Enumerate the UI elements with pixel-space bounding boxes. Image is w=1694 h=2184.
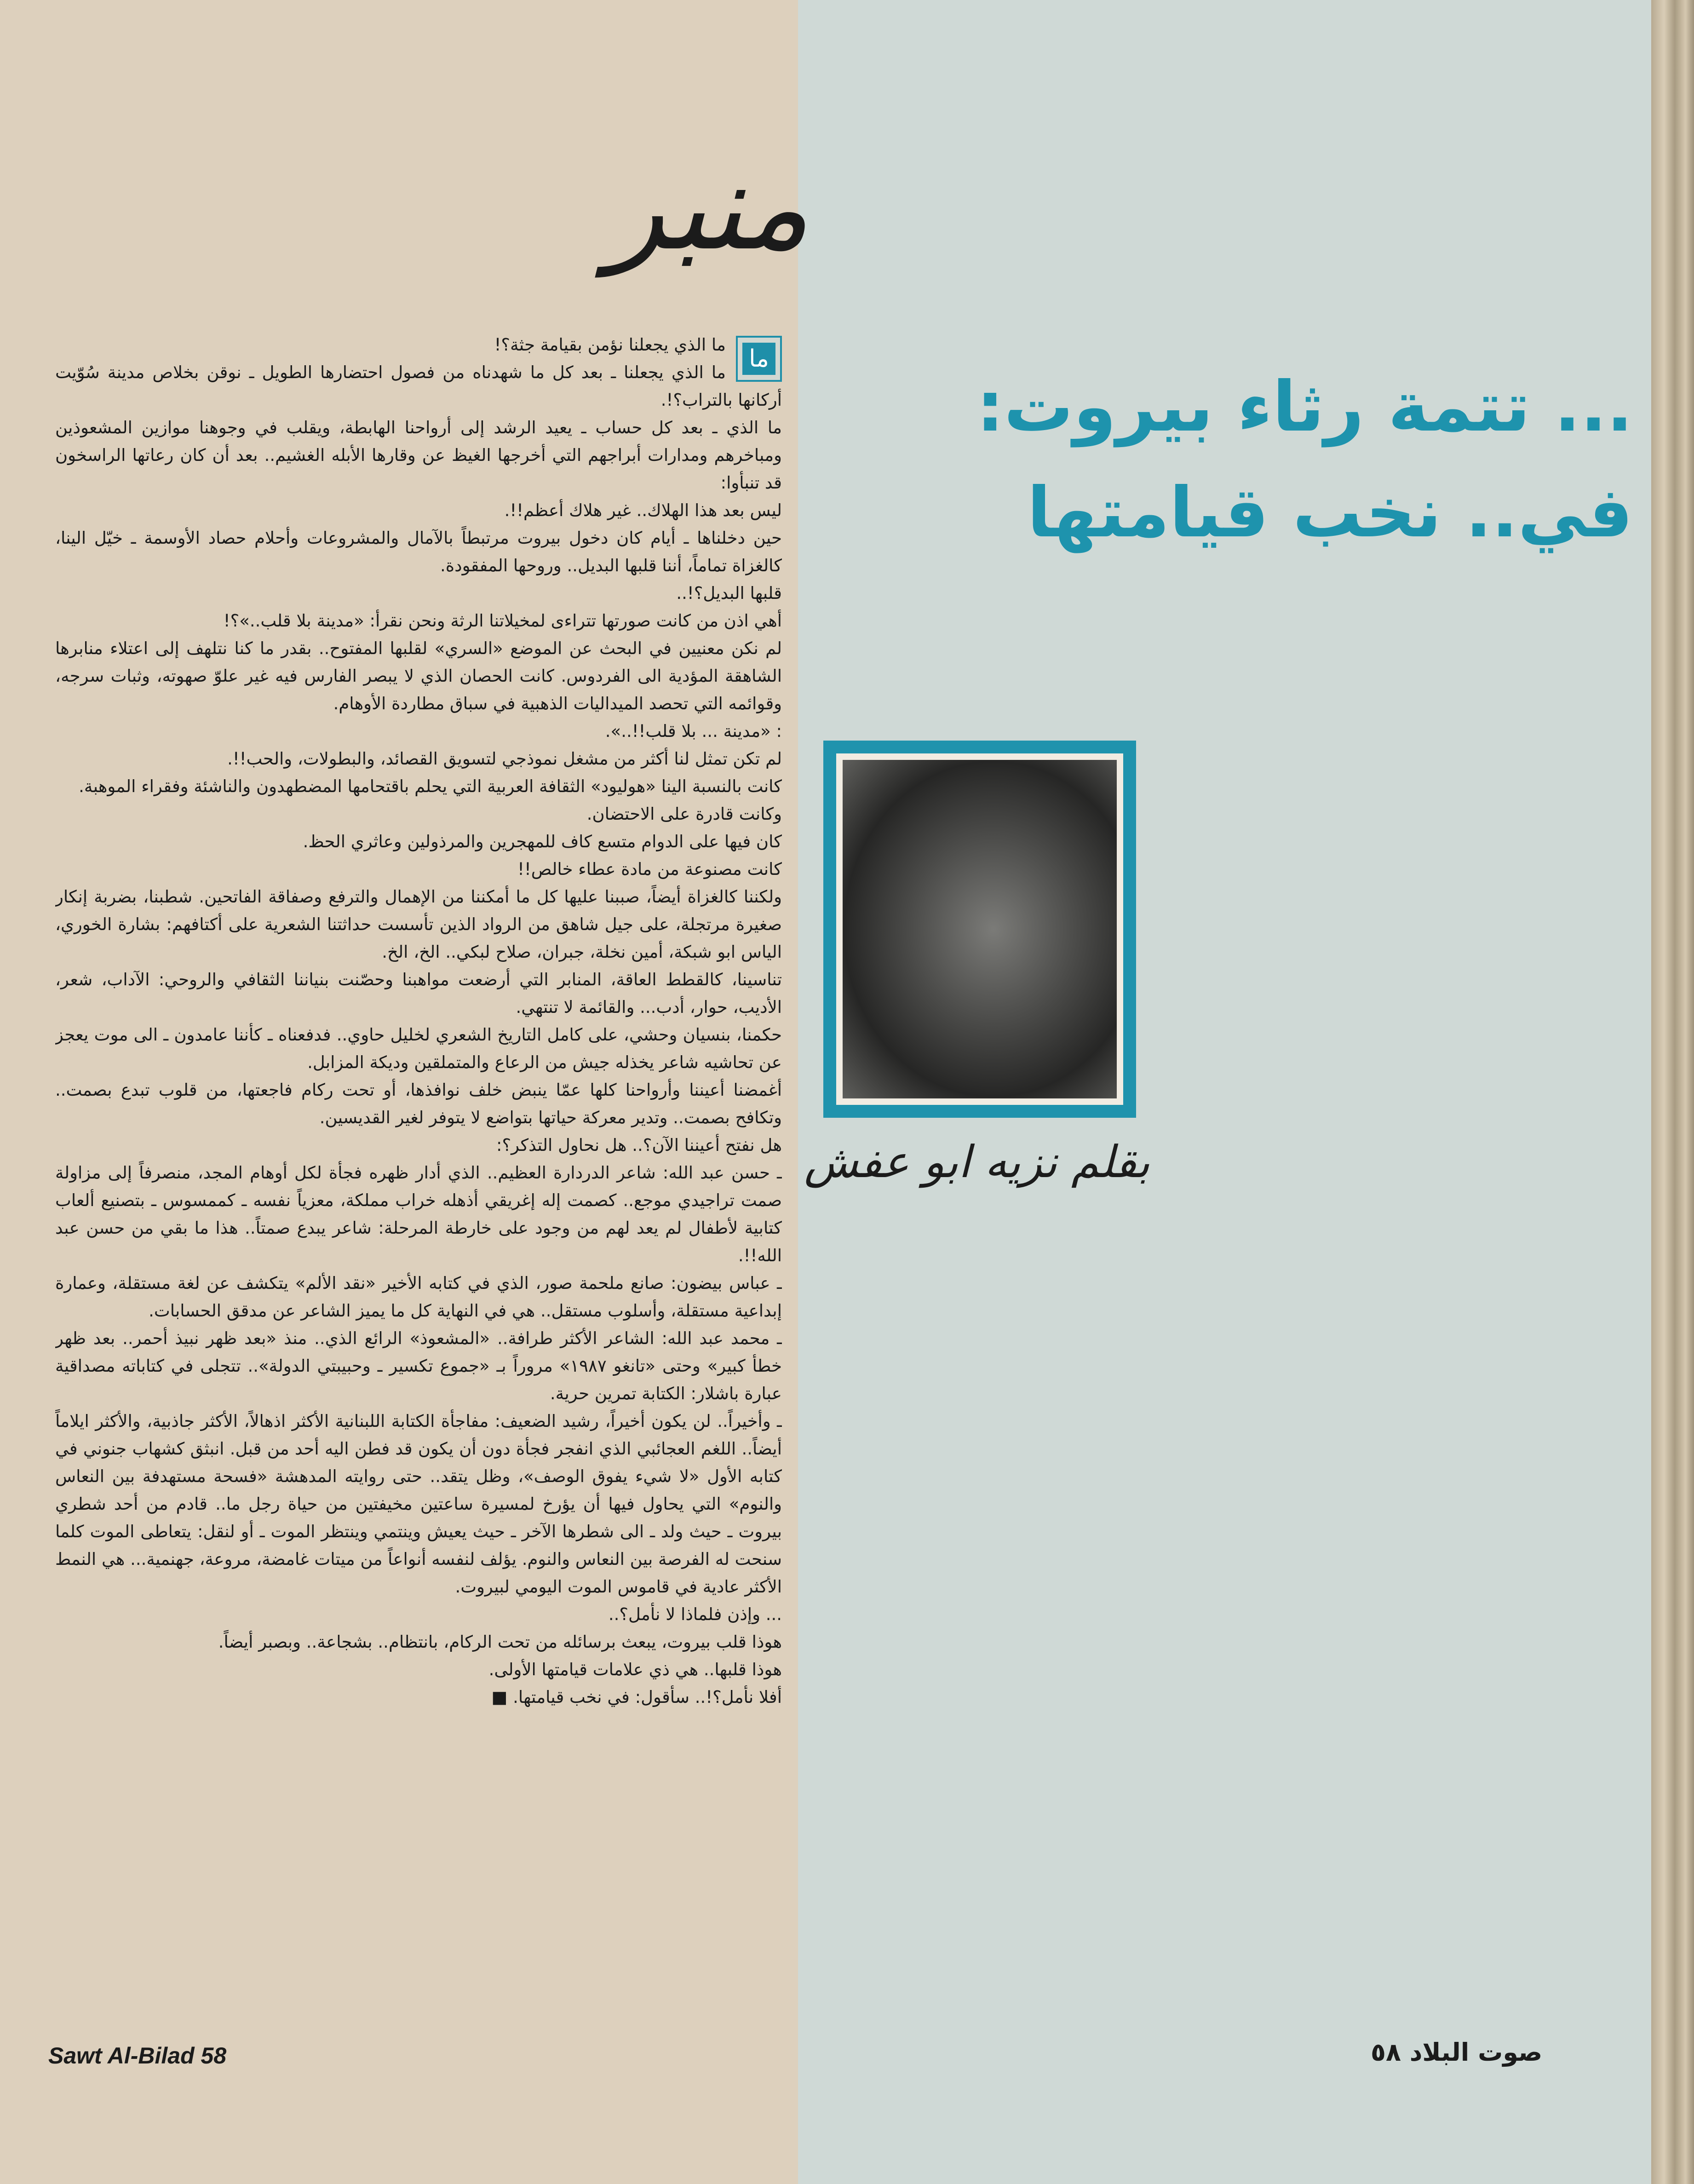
- article-paragraph: ليس بعد هذا الهلاك.. غير هلاك أعظم!!.: [504, 500, 782, 520]
- article-paragraph: ـ حسن عبد الله: شاعر الدردارة العظيم.. الذي أدار ظهره فجأة لكل أوهام المجد، منصرفاً إلى مزاولة صمت تراجيدي موجع.. كصمت إله إغريقي أذهله خراب مملكة، معزياً نفسه ـ كممسوس ـ بتصنيع ألعاب كتابية لأطفال لم يعد لهم من وجود على خارطة المرحلة: شاعر يبدع صمتاً.. هذا ما بقي من حسن عبد الله!!.: [55, 1163, 782, 1265]
- article-paragraph: هوذا قلب بيروت، يبعث برسائله من تحت الركام، بانتظام.. بشجاعة.. وبصبر أيضاً.: [218, 1632, 782, 1652]
- article-paragraph: ما الذي يجعلنا نؤمن بقيامة جثة؟!: [494, 335, 726, 355]
- article-paragraph: ما الذي يجعلنا ـ بعد كل ما شهدناه من فصول احتضارها الطويل ـ نوقن بخلاص مدينة سُوّيت أركانها بالتراب؟!.: [55, 362, 782, 410]
- author-photo-frame: [823, 741, 1136, 1118]
- footer-page-label-arabic: صوت البلاد ٥٨: [1371, 2038, 1543, 2067]
- article-paragraph: ... وإذن فلماذا لا نأمل؟..: [608, 1604, 782, 1624]
- article-paragraph: أفلا نأمل؟!.. سأقول: في نخب قيامتها. ■: [491, 1687, 782, 1707]
- article-paragraph: وكانت قادرة على الاحتضان.: [586, 804, 782, 824]
- article-paragraph: كانت بالنسبة الينا «هوليود» الثقافة العربية التي يحلم باقتحامها المضطهدون والناشئة وفقراء الموهبة.: [79, 776, 782, 796]
- page-edge: [1651, 0, 1694, 2184]
- section-masthead: منبر: [607, 138, 810, 277]
- article-body: [55, 331, 782, 2056]
- headline-line-1: ... تتمة رثاء بيروت:: [976, 367, 1633, 447]
- article-paragraph: ـ وأخيراً.. لن يكون أخيراً، رشيد الضعيف: مفاجأة الكتابة اللبنانية الأكثر اذهالاً، الأكثر جاذبية، والأكثر ايلاماً أيضاً.. اللغم العجائبي الذي انفجر فجأة دون أن يكون قد فطن اليه أحد من قبل. انبثق كشهاب جنوني في كتابه الأول «لا شيء يفوق الوصف»، وظل يتقد.. حتى روايته المدهشة «فسحة مستهدفة بين النعاس والنوم» التي يحاول فيها أن يؤرخ لمسيرة ساعتين مخيفتين من حياة رجل ما.. قادم من أحد شطري بيروت ـ حيث ولد ـ الى شطرها الآخر ـ حيث يعيش وينتمي وينتظر الموت ـ أو لنقل: يتعاطى الموت كلما سنحت له الفرصة بين النعاس والنوم. يؤلف لنفسه أنواعاً من ميتات غامضة، مروعة، جهنمية... هي النمط الأكثر عادية في قاموس الموت اليومي لبيروت.: [55, 1411, 782, 1597]
- article-paragraph: حين دخلناها ـ أيام كان دخول بيروت مرتبطاً بالآمال والمشروعات وأحلام حصاد الأوسمة ـ خيّل الينا، كالغزاة تماماً، أننا قلبها البديل.. وروحها المفقودة.: [55, 528, 782, 575]
- article-paragraph: هوذا قلبها.. هي ذي علامات قيامتها الأولى.: [488, 1660, 782, 1679]
- article-paragraph: ما الذي ـ بعد كل حساب ـ يعيد الرشد إلى أرواحنا الهابطة، ويقلب في وجوهنا موازين المشعوذين ومباخرهم ومدارات أبراجهم التي أخرجها الغيظ عن وقارها الأبله الغشيم.. بعد أن كان رعاتها الراسخون قد تنبأوا:: [55, 418, 782, 493]
- article-paragraph: ـ عباس بيضون: صانع ملحمة صور، الذي في كتابه الأخير «نقد الألم» يتكشف عن لغة مستقلة، وعمارة إبداعية مستقلة، وأسلوب مستقل.. هي في النهاية كل ما يميز الشاعر عن مدقق الحسابات.: [55, 1273, 782, 1321]
- article-paragraph: ولكننا كالغزاة أيضاً، صببنا عليها كل ما أمكننا من الإهمال والترفع وصفاقة الفاتحين. شطبنا، بضربة إنكار صغيرة مرتجلة، على جيل شاهق من الرواد الذين تأسست حداثتنا الشعرية على أكتافهم: بشارة الخوري، الياس ابو شبكة، أمين نخلة، جبران، صلاح لبكي.. الخ، الخ.: [55, 887, 782, 962]
- dropcap: [736, 336, 782, 382]
- article-paragraph: أغمضنا أعيننا وأرواحنا كلها عمّا ينبض خلف نوافذها، أو تحت ركام فاجعتها، من قلوب تبدع بصمت.. وتكافح بصمت.. وتدير معركة حياتها بتواضع لا يتوفر لغير القديسين.: [55, 1080, 782, 1127]
- headline-line-2: في.. نخب قيامتها: [1027, 473, 1633, 553]
- article-paragraph: تناسينا، كالقطط العاقة، المنابر التي أرضعت مواهبنا وحصّنت بنياننا الثقافي والروحي: الآداب، شعر، الأديب، حوار، أدب... والقائمة لا تنتهي.: [55, 970, 782, 1017]
- article-paragraph: كانت مصنوعة من مادة عطاء خالص!!: [517, 859, 782, 879]
- article-paragraph: كان فيها على الدوام متسع كاف للمهجرين والمرذولين وعاثري الحظ.: [303, 832, 782, 851]
- article-paragraph: أهي اذن من كانت صورتها تتراءى لمخيلاتنا الرثة ونحن نقرأ: «مدينة بلا قلب..»؟!: [223, 611, 782, 631]
- article-paragraph: لم تكن تمثل لنا أكثر من مشغل نموذجي لتسويق القصائد، والبطولات، والحب!!.: [227, 749, 782, 769]
- dropcap-letter: ما: [742, 343, 775, 375]
- author-byline: بقلم نزيه ابو عفش: [804, 1136, 1150, 1188]
- article-paragraph: قلبها البديل؟!..: [676, 583, 782, 603]
- article-paragraph: لم نكن معنيين في البحث عن الموضع «السري» لقلبها المفتوح.. بقدر ما كنا نتلهف إلى اعتلاء منابرها الشاهقة المؤدية الى الفردوس. كانت الحصان الذي لا يبصر الفارس فيه غير علوّ صهوته، وثبات سرجه، وقوائمه التي تحصد الميداليات الذهبية في سباق مطاردة الأوهام.: [55, 638, 782, 713]
- article-paragraph: : «مدينة ... بلا قلب!!..».: [605, 721, 782, 741]
- article-paragraph: هل نفتح أعيننا الآن؟.. هل نحاول التذكر؟:: [496, 1135, 782, 1155]
- article-paragraph: ـ محمد عبد الله: الشاعر الأكثر طرافة.. «المشعوذ» الرائع الذي.. منذ «بعد ظهر نبيذ أحمر.. بعد ظهر خطأ كبير» وحتى «تانغو ١٩٨٧» مروراً بـ «جموع تكسير ـ وحبيبتي الدولة».. تتجلى في كتاباته مصداقية عبارة باشلار: الكتابة تمرين حرية.: [55, 1328, 782, 1403]
- author-photo: [843, 760, 1117, 1098]
- footer-page-label-latin: Sawt Al-Bilad 58: [48, 2043, 227, 2069]
- article-headline: [976, 354, 1633, 566]
- article-paragraph: حكمنا، بنسيان وحشي، على كامل التاريخ الشعري لخليل حاوي.. فدفعناه ـ كأننا عامدون ـ الى موت يعجز عن تحاشيه شاعر يخذله جيش من الرعاع والمتملقين وديكة المزابل.: [55, 1025, 782, 1072]
